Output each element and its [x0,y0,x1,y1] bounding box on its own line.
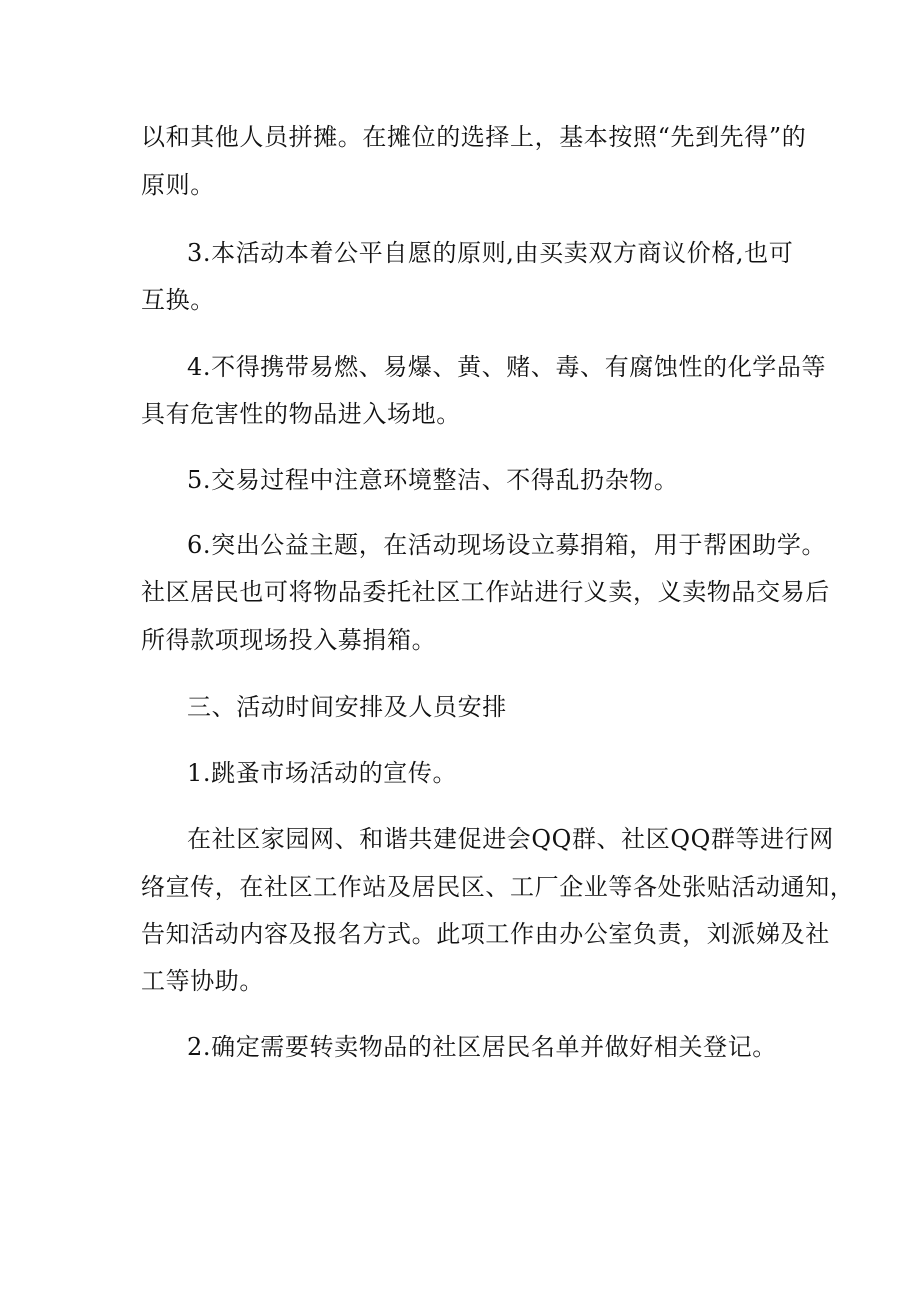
text-line: 4.不得携带易燃、易爆、黄、赌、毒、有腐蚀性的化学品等 [187,353,827,381]
text-line: 3.本活动本着公平自愿的原则,由买卖双方商议价格,也可 [187,239,794,267]
text-line: 社区居民也可将物品委托社区工作站进行义卖，义卖物品交易后 [141,578,830,606]
text-line: 1.跳蚤市场活动的宣传。 [187,759,458,787]
text-line: 互换。 [141,286,215,314]
text-line: 以和其他人员拼摊。在摊位的选择上，基本按照“先到先得”的 [141,123,807,151]
text-line: 具有危害性的物品进入场地。 [141,400,461,428]
text-line: 所得款项现场投入募捐箱。 [141,626,437,654]
text-line: 在社区家园网、和谐共建促进会QQ群、社区QQ群等进行网 [187,825,834,853]
text-line: 告知活动内容及报名方式。此项工作由办公室负责，刘派娣及社 [141,920,830,948]
text-line: 工等协助。 [141,967,264,995]
text-line: 络宣传，在社区工作站及居民区、工厂企业等各处张贴活动通知， [141,873,855,901]
section-heading: 三、活动时间安排及人员安排 [187,693,507,721]
text-line: 原则。 [141,171,215,199]
text-line: 6.突出公益主题，在活动现场设立募捐箱，用于帮困助学。 [187,531,827,559]
text-line: 5.交易过程中注意环境整洁、不得乱扔杂物。 [187,466,679,494]
text-line: 2.确定需要转卖物品的社区居民名单并做好相关登记。 [187,1033,777,1061]
